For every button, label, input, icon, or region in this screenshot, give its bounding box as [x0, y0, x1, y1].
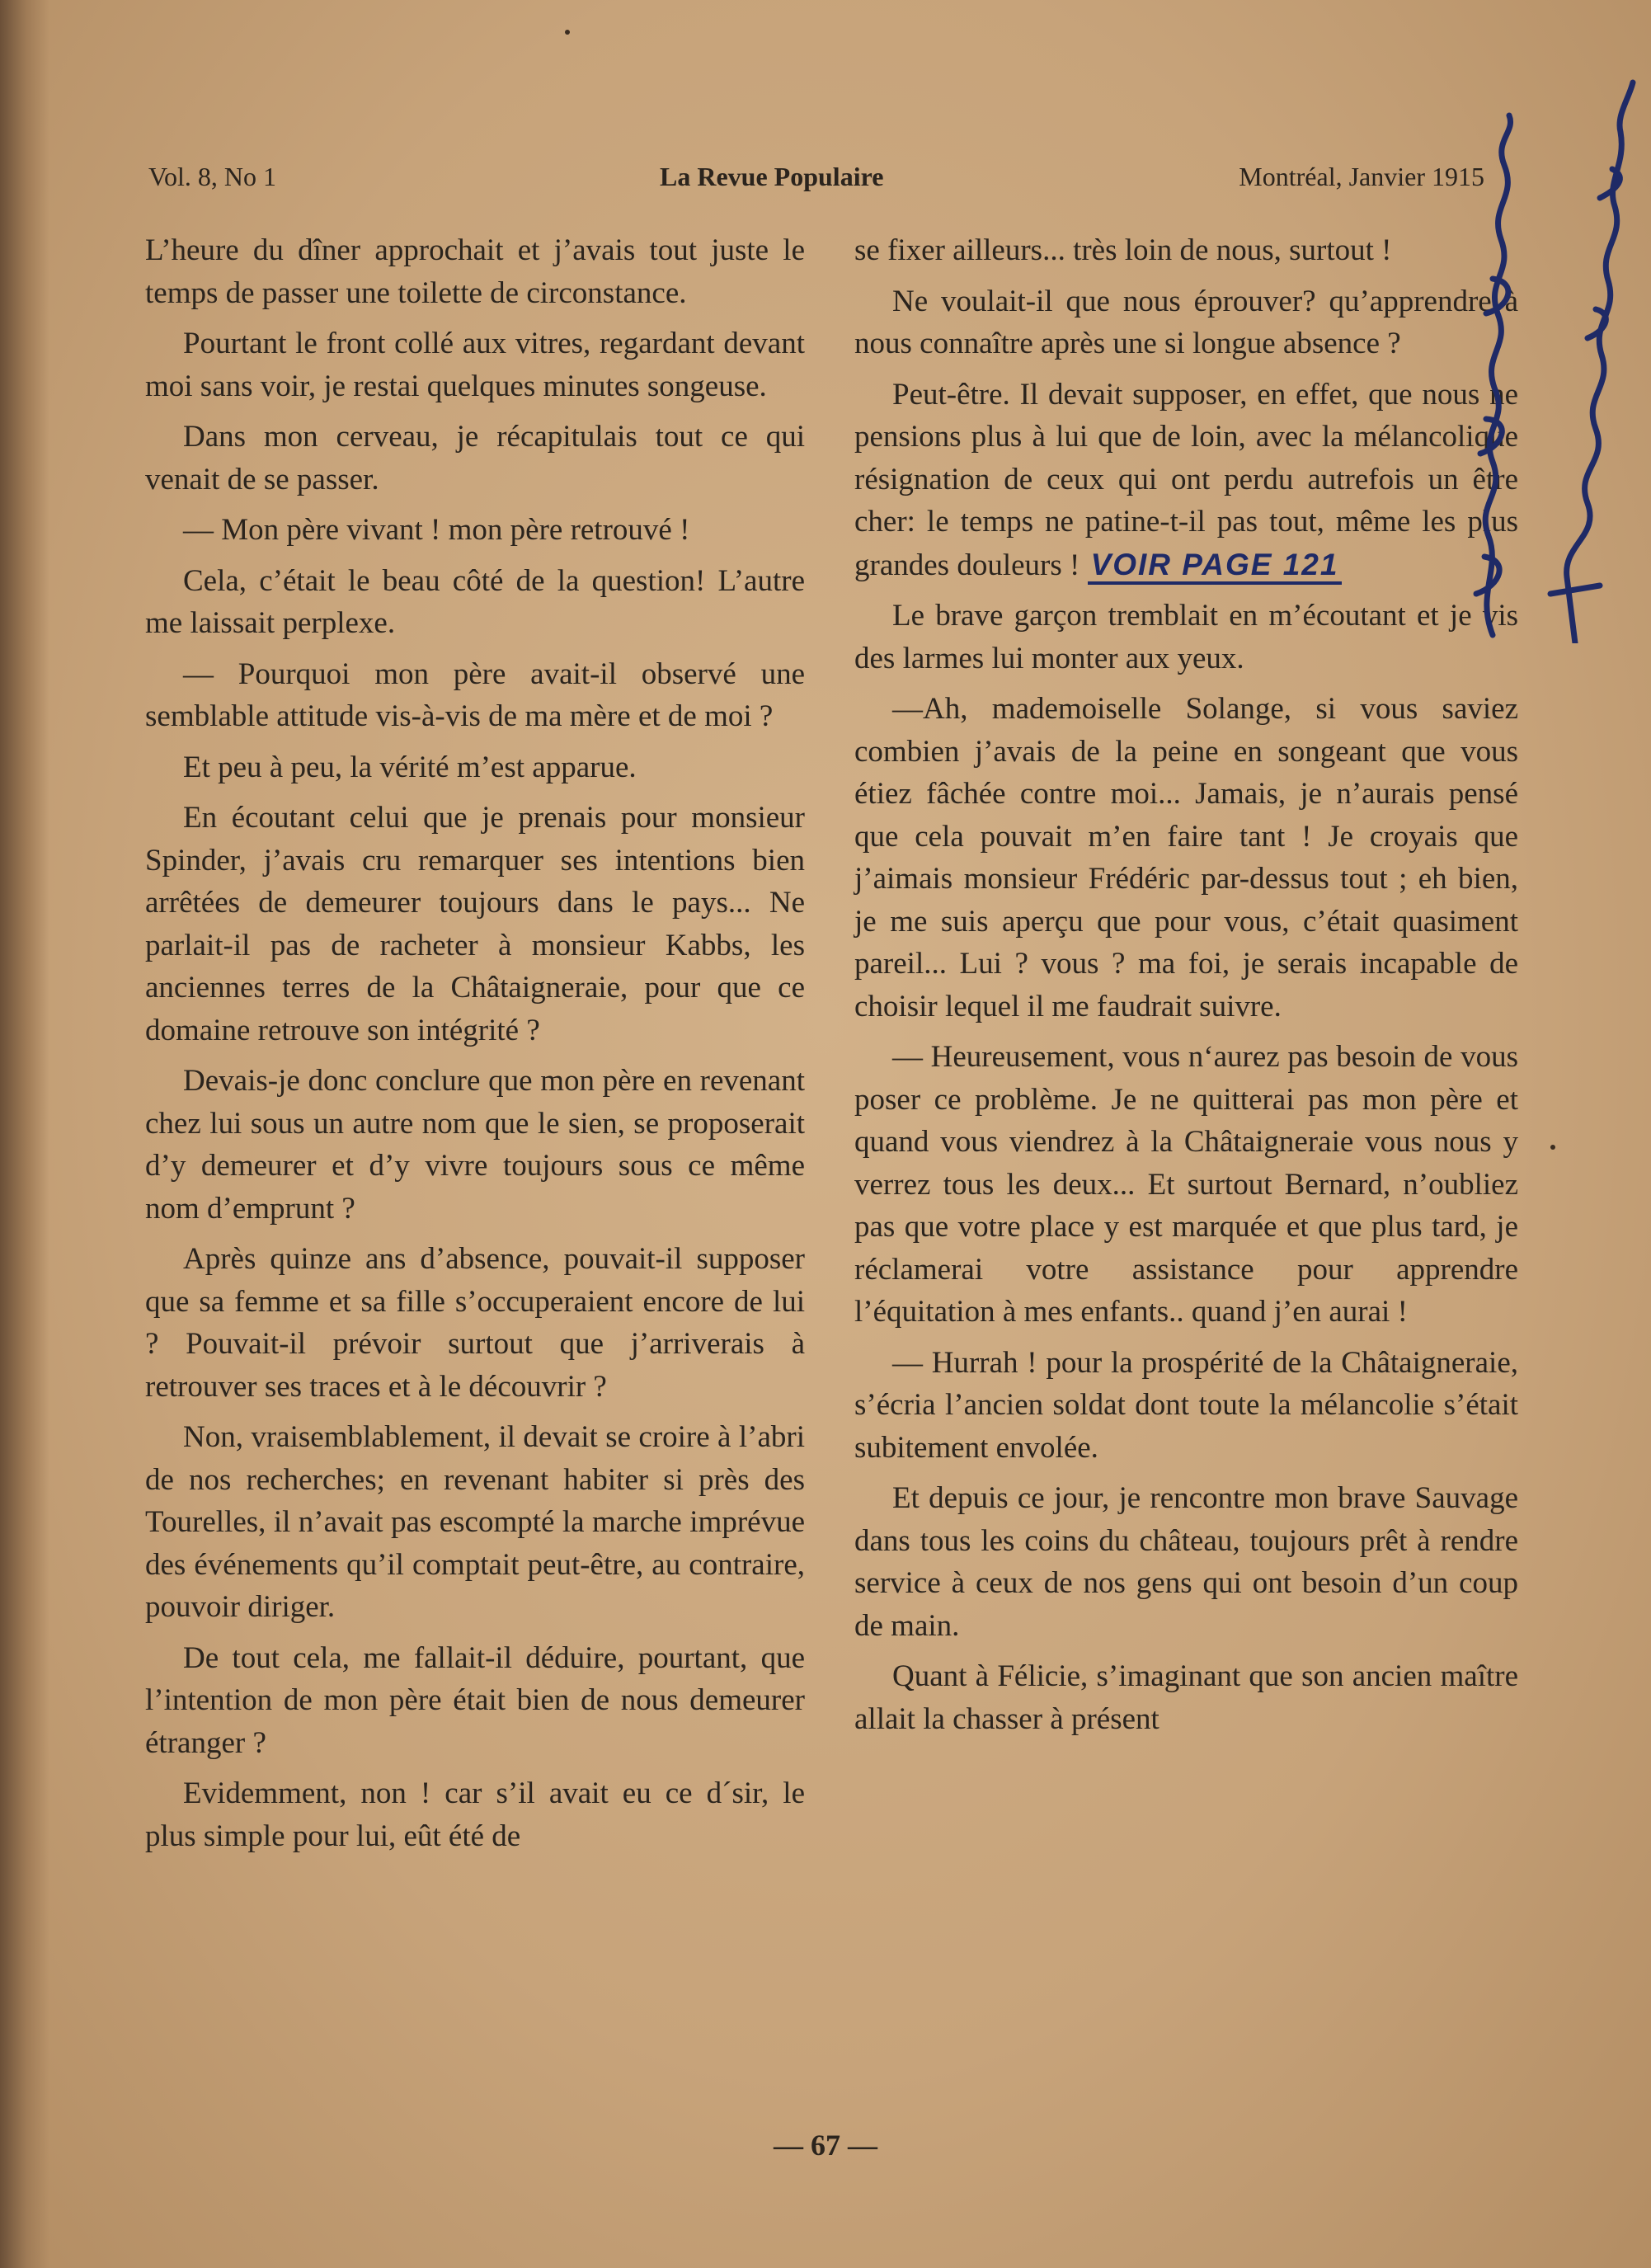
paragraph: Devais-je donc conclure que mon père en revenant chez lui sous un autre nom que le sien, se proposerait d’y demeurer et d’y vivre toujours sous ce même nom d’emprunt ? [145, 1064, 805, 1226]
running-header [148, 162, 1484, 203]
paragraph: se fixer ailleurs... très loin de nous, surtout ! [854, 233, 1392, 267]
paragraph: Après quinze ans d’absence, pouvait-il supposer que sa femme et sa fille s’occuperaient encore de lui ? Pouvait-il prévoir surtout que j’arriverais à retrouver ses traces et à le découvrir ? [145, 1242, 805, 1404]
paragraph: — Heureusement, vous n‘aurez pas besoin de vous poser ce problème. Je ne quitterai pas mon père et quand vous viendrez à la Châtaigneraie vous nous y verrez tous les deux... Et surtout Bernard, n’oubliez pas que votre place y est marquée et que plus tard, je réclamerai votre assistance pour apprendre l’équitation à mes enfants.. quand j’en aurai ! [854, 1040, 1518, 1329]
paper-speck [565, 30, 570, 35]
paragraph: Ne voulait-il que nous éprouver? qu’apprendre à nous connaître après une si longue absence ? [854, 284, 1518, 360]
handwritten-annotation [1443, 66, 1651, 643]
volume-number: Vol. 8, No 1 [148, 162, 276, 191]
place-date: Montréal, Janvier 1915 [1239, 162, 1484, 191]
paragraph: L’heure du dîner approchait et j’avais tout juste le temps de passer une toilette de circonstance. [145, 233, 805, 310]
paragraph: — Mon père vivant ! mon père retrouvé ! [183, 513, 690, 547]
paragraph-text: Peut-être. Il devait supposer, en effet, que nous ne pensions plus à lui que de loin, avec la mélancolique résignation de ceux qui ont perdu autrefois un être cher: le temps ne patine-t-il pas tout, même les plus grandes douleurs ! [854, 377, 1518, 582]
paragraph: Quant à Félicie, s’imaginant que son ancien maître allait la chasser à présent [854, 1659, 1518, 1736]
paragraph: Non, vraisemblablement, il devait se croire à l’abri de nos recherches; en revenant habiter si près des Tourelles, il n’avait pas escompté la marche imprévue des événements qu’il comptait peut-être, au contraire, pouvoir diriger. [145, 1420, 805, 1624]
paragraph: Et peu à peu, la vérité m’est apparue. [183, 750, 637, 784]
page-number: — 67 — [774, 2129, 877, 2162]
paragraph [854, 374, 1518, 587]
paragraph: Cela, c’était le beau côté de la question! L’autre me laissait perplexe. [145, 563, 805, 640]
paragraph: Et depuis ce jour, je rencontre mon brave Sauvage dans tous les coins du château, toujours prêt à rendre service à ceux de nos gens qui ont besoin d’un coup de main. [854, 1481, 1518, 1643]
paragraph: — Pourquoi mon père avait-il observé une semblable attitude vis-à-vis de ma mère et de moi ? [145, 656, 805, 733]
paragraph: — Hurrah ! pour la prospérité de la Châtaigneraie, s’écria l’ancien soldat dont toute la mélancolie s’était subitement envolée. [854, 1345, 1518, 1465]
paragraph: Le brave garçon tremblait en m’écoutant et je vis des larmes lui monter aux yeux. [854, 599, 1518, 675]
publication-title: La Revue Populaire [660, 162, 884, 191]
paragraph: —Ah, mademoiselle Solange, si vous saviez combien j’avais de la peine en songeant que vous étiez fâchée contre moi... Jamais, je n’aurais pensé que cela pouvait m’en faire tant ! Je croyais que j’aimais monsieur Frédéric par-dessus tout ; eh bien, je me suis aperçu que pour vous, c’était quasiment pareil... Lui ? vous ? ma foi, je serais incapable de choisir lequel il me faudrait suivre. [854, 692, 1518, 1023]
paper-speck [1550, 1145, 1555, 1150]
right-column [854, 229, 1518, 1748]
paragraph: Evidemment, non ! car s’il avait eu ce d´sir, le plus simple pour lui, eût été de [145, 1776, 805, 1853]
voir-page-stamp: VOIR PAGE 121 [1088, 548, 1343, 585]
left-column [145, 229, 805, 1866]
paragraph: De tout cela, me fallait-il déduire, pourtant, que l’intention de mon père était bien de nous demeurer étranger ? [145, 1640, 805, 1760]
paragraph: Dans mon cerveau, je récapitulais tout ce qui venait de se passer. [145, 420, 805, 496]
paragraph: En écoutant celui que je prenais pour monsieur Spinder, j’avais cru remarquer ses intentions bien arrêtées de demeurer toujours dans le pays... Ne parlait-il pas de racheter à monsieur Kabbs, les anciennes terres de la Châtaigneraie, pour que ce domaine retrouve son intégrité ? [145, 801, 805, 1047]
paragraph: Pourtant le front collé aux vitres, regardant devant moi sans voir, je restai quelques minutes songeuse. [145, 327, 805, 403]
binding-shadow [0, 0, 49, 2268]
